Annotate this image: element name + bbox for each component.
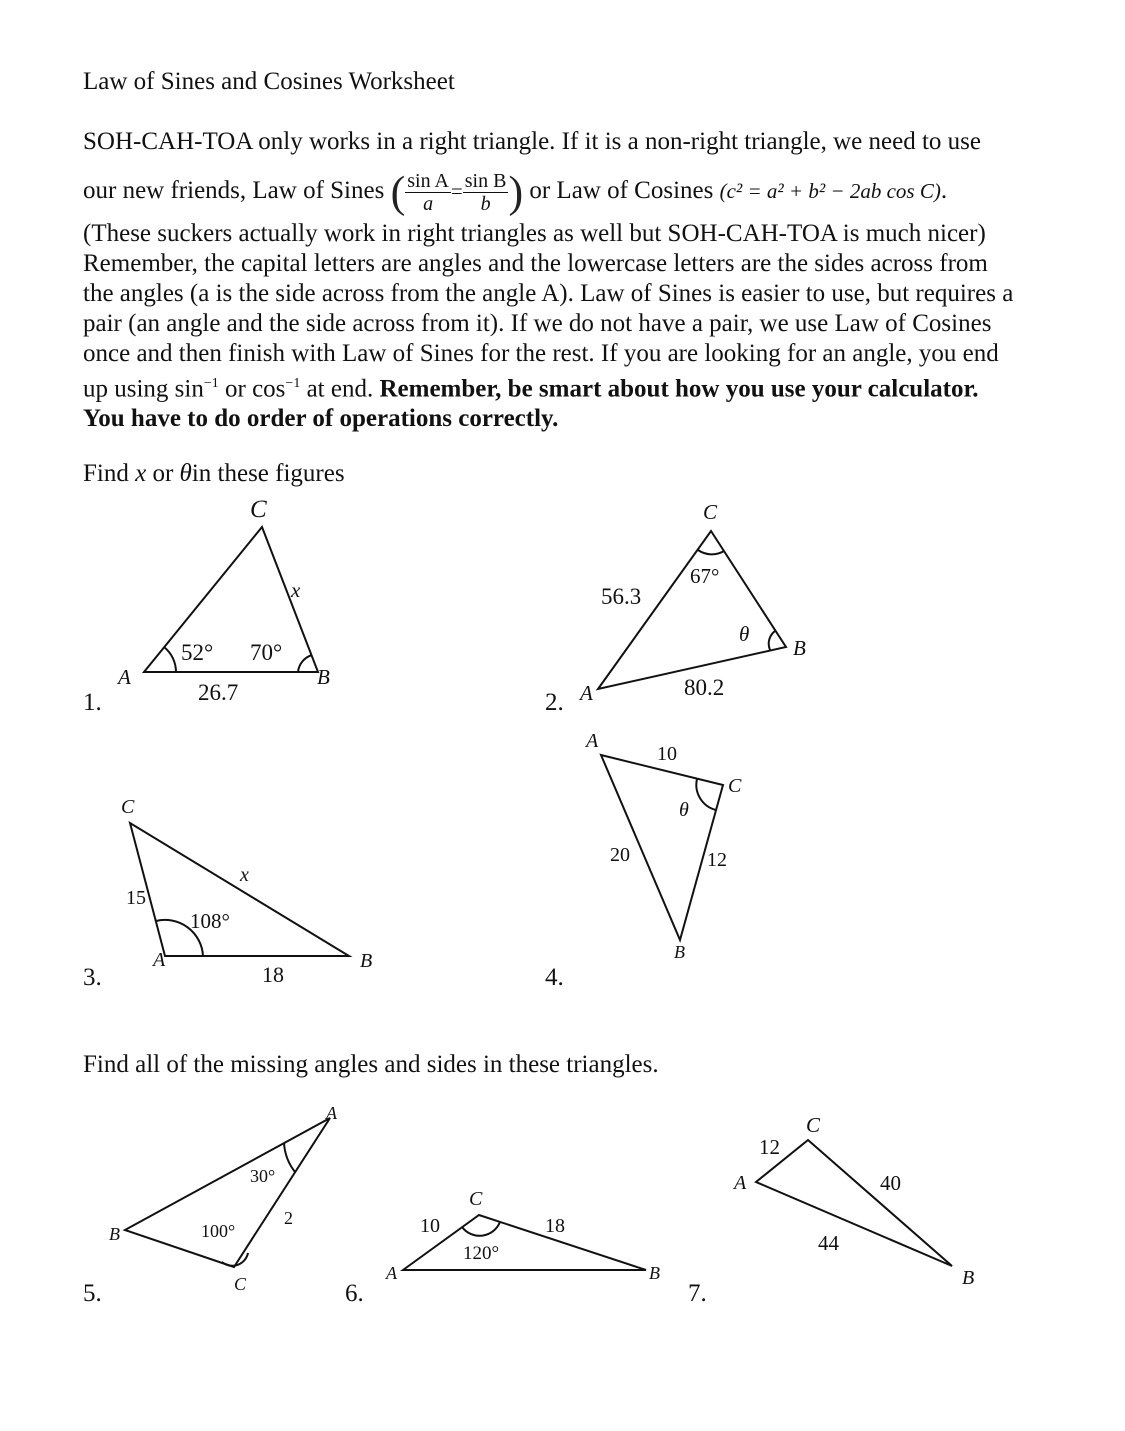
cos-text: or cos [218,375,286,403]
p5-side-b: 2 [284,1208,293,1228]
p7-side-c: 40 [880,1171,901,1195]
p5-angle-A: 30° [250,1166,276,1186]
p1-vertex-A: A [118,665,131,689]
p4-vertex-A: A [586,730,599,752]
p7-side-b: 12 [759,1135,780,1159]
calculator-warning: Remember, be smart about how you use your calculator. [379,375,979,403]
p5-angle-C: 100° [201,1221,236,1241]
cos-inverse-sup: −1 [285,376,301,391]
p4-theta: θ [679,799,689,821]
triangle-2 [598,531,786,689]
p7-vertex-A: A [734,1172,747,1194]
p1-vertex-B: B [317,665,330,689]
triangle-1-arc-B [298,655,312,672]
section-1-theta: θ [179,460,192,487]
p7-vertex-C: C [806,1113,821,1137]
section-2-heading: Find all of the missing angles and sides in these triangles. [83,1051,659,1078]
p2-vertex-A: A [580,681,593,705]
section-1-post: in these figures [191,460,345,487]
p2-angle-C: 67° [690,564,720,588]
paragraph-line-1: (These suckers actually work in right triangles as well but SOH-CAH-TOA is much nicer) [83,220,986,247]
paragraph-line-5: once and then finish with Law of Sines for the rest. If you are looking for an angle, you end [83,340,999,367]
sin-inverse-sup: −1 [203,376,219,391]
p5-vertex-C: C [234,1274,247,1294]
order-of-operations-warning: You have to do order of operations correctly. [83,405,559,433]
intro-line-1: SOH-CAH-TOA only works in a right triangle. If it is a non-right triangle, we need to use [83,128,981,155]
p4-side-b: 10 [657,743,677,765]
intro-line-2-pre: our new friends, Law of Sines [83,177,385,205]
p1-side-c: 26.7 [198,680,239,705]
p6-vertex-C: C [469,1188,483,1210]
p1-vertex-C: C [250,496,267,523]
intro-line-2-end: . [940,177,948,205]
problem-3-number: 3. [83,964,102,991]
sines-num-a: sin A [407,170,449,192]
p3-side-x: x [240,864,249,886]
p1-angle-B: 70° [250,640,283,665]
p3-vertex-C: C [121,796,135,818]
section-1-pre: Find [83,460,136,487]
p1-side-x: x [291,578,301,602]
triangle-1-arc-A [164,647,176,672]
sines-den-b: b [480,193,491,215]
p3-side-b: 15 [126,887,146,909]
paragraph-line-4: pair (an angle and the side across from it). If we do not have a pair, we use Law of Cosines [83,310,992,337]
page-title: Law of Sines and Cosines Worksheet [83,68,455,95]
close-paren: ) [508,167,524,217]
p6-angle-C: 120° [463,1243,500,1264]
cosines-formula: (c² = a² + b² − 2ab cos C) [719,179,941,204]
triangle-2-arc-C [698,550,724,554]
p6-vertex-A: A [386,1263,397,1283]
p7-vertex-B: B [962,1267,975,1289]
at-end-text: at end. [300,375,380,403]
p2-theta: θ [739,622,750,646]
section-1-mid: or [146,460,180,487]
p6-side-a: 18 [545,1215,565,1237]
triangle-5-arc-A [284,1143,295,1172]
p5-vertex-A: A [326,1103,337,1123]
problem-6-number: 6. [345,1280,364,1307]
problem-7-number: 7. [688,1280,707,1307]
p7-side-a: 44 [818,1231,839,1255]
sines-den-a: a [423,193,434,215]
p6-side-b: 10 [420,1215,440,1237]
p3-side-c: 18 [262,962,284,987]
p3-angle-A: 108° [190,909,230,933]
p6-vertex-B: B [649,1263,660,1283]
sines-num-b: sin B [464,170,507,192]
p3-vertex-A: A [153,949,166,971]
p4-side-a: 12 [707,849,727,871]
p3-vertex-B: B [360,950,373,972]
open-paren: ( [390,167,406,217]
intro-line-2-mid: or Law of Cosines [529,177,714,205]
problem-4-number: 4. [545,964,564,991]
p2-side-c: 80.2 [684,675,725,700]
p4-side-c: 20 [610,844,630,866]
section-1-x: x [135,460,147,487]
triangle-2-arc-B [769,631,775,650]
p2-vertex-C: C [703,500,718,524]
paragraph-line-2: Remember, the capital letters are angles and the lowercase letters are the sides across from [83,250,988,277]
sines-equals: = [450,179,463,204]
triangle-4-arc-C [696,779,716,810]
p2-vertex-B: B [793,636,806,660]
paragraph-line-3: the angles (a is the side across from the angle A). Law of Sines is easier to use, but requires a [83,280,1014,307]
sin-text: up using sin [83,375,204,403]
triangle-7 [756,1140,952,1266]
p4-vertex-B: B [674,942,685,962]
triangle-5 [125,1118,330,1267]
p4-vertex-C: C [728,775,742,797]
problem-2-number: 2. [545,689,564,716]
p2-side-b: 56.3 [601,584,642,609]
p1-angle-A: 52° [181,640,214,665]
problem-1-number: 1. [83,689,102,716]
problem-5-number: 5. [83,1280,102,1307]
p5-vertex-B: B [109,1224,120,1244]
triangle-3 [130,823,349,956]
